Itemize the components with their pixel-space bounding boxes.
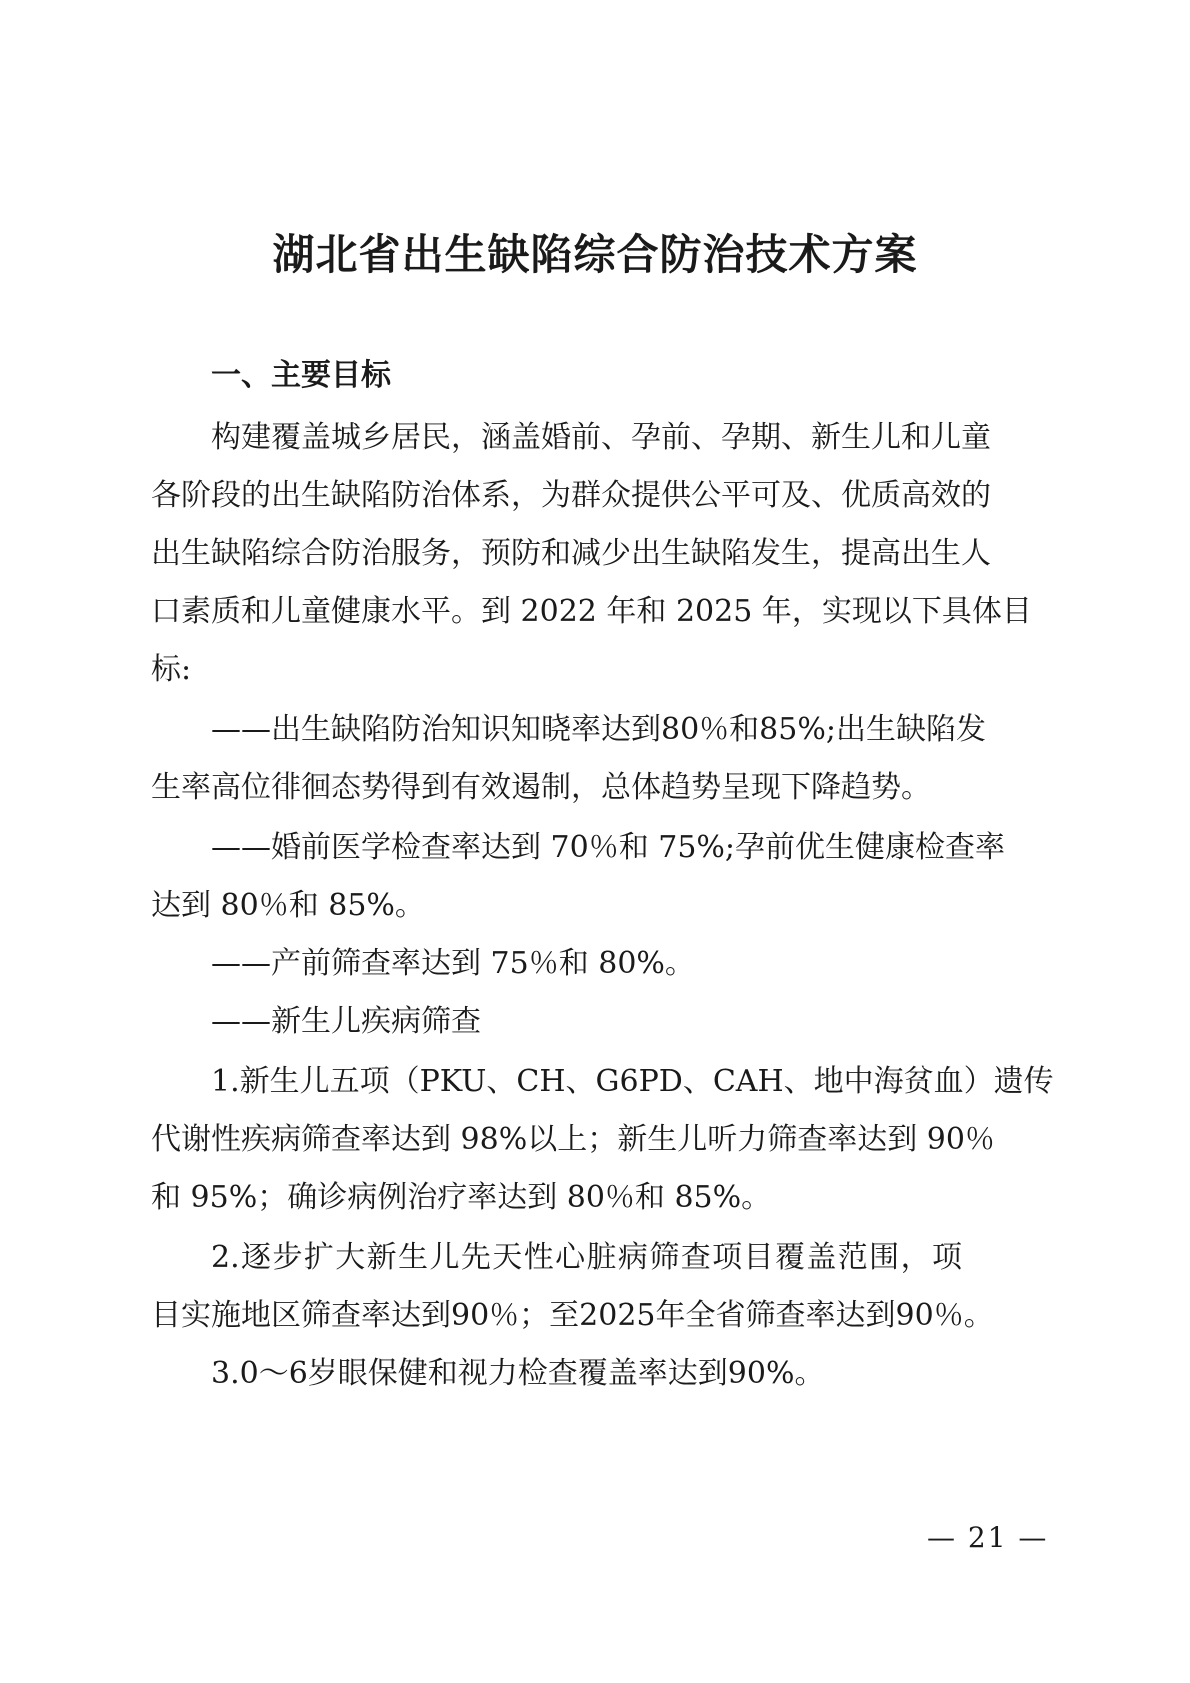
paragraph-line-4: 口素质和儿童健康水平。到 2022 年和 2025 年，实现以下具体目 [151,594,1032,629]
paragraph-line-3: 出生缺陷综合防治服务，预防和减少出生缺陷发生，提高出生人 [151,536,991,571]
screening-item-2-line-1: 2.逐步扩大新生儿先天性心脏病筛查项目覆盖范围，项 [211,1240,962,1275]
target-line-6: ——新生儿疾病筛查 [211,1004,481,1039]
target-line-4: 达到 80％和 85%。 [151,888,425,923]
target-line-2: 生率高位徘徊态势得到有效遏制，总体趋势呈现下降趋势。 [151,770,931,805]
screening-item-1-line-2: 代谢性疾病筛查率达到 98%以上；新生儿听力筛查率达到 90％ [151,1122,995,1157]
screening-item-2-line-2: 目实施地区筛查率达到90％；至2025年全省筛查率达到90％。 [151,1298,994,1333]
paragraph-line-1: 构建覆盖城乡居民，涵盖婚前、孕前、孕期、新生儿和儿童 [211,420,991,455]
target-line-5: ——产前筛查率达到 75％和 80%。 [211,946,695,981]
document-title: 湖北省出生缺陷综合防治技术方案 [272,230,918,279]
screening-item-1-line-3: 和 95%；确诊病例治疗率达到 80％和 85%。 [151,1180,772,1215]
screening-item-3-line-1: 3.0～6岁眼保健和视力检查覆盖率达到90%。 [211,1356,825,1391]
paragraph-line-5: 标: [151,652,192,687]
paragraph-line-2: 各阶段的出生缺陷防治体系，为群众提供公平可及、优质高效的 [151,478,991,513]
target-line-1: ——出生缺陷防治知识知晓率达到80％和85%;出生缺陷发 [211,712,986,747]
screening-item-1-line-1: 1.新生儿五项（PKU、CH、G6PD、CAH、地中海贫血）遗传 [211,1064,1054,1099]
target-line-3: ——婚前医学检查率达到 70％和 75%;孕前优生健康检查率 [211,830,1006,865]
page-number: — 21 — [927,1521,1049,1554]
section-heading: 一、主要目标 [211,358,391,393]
